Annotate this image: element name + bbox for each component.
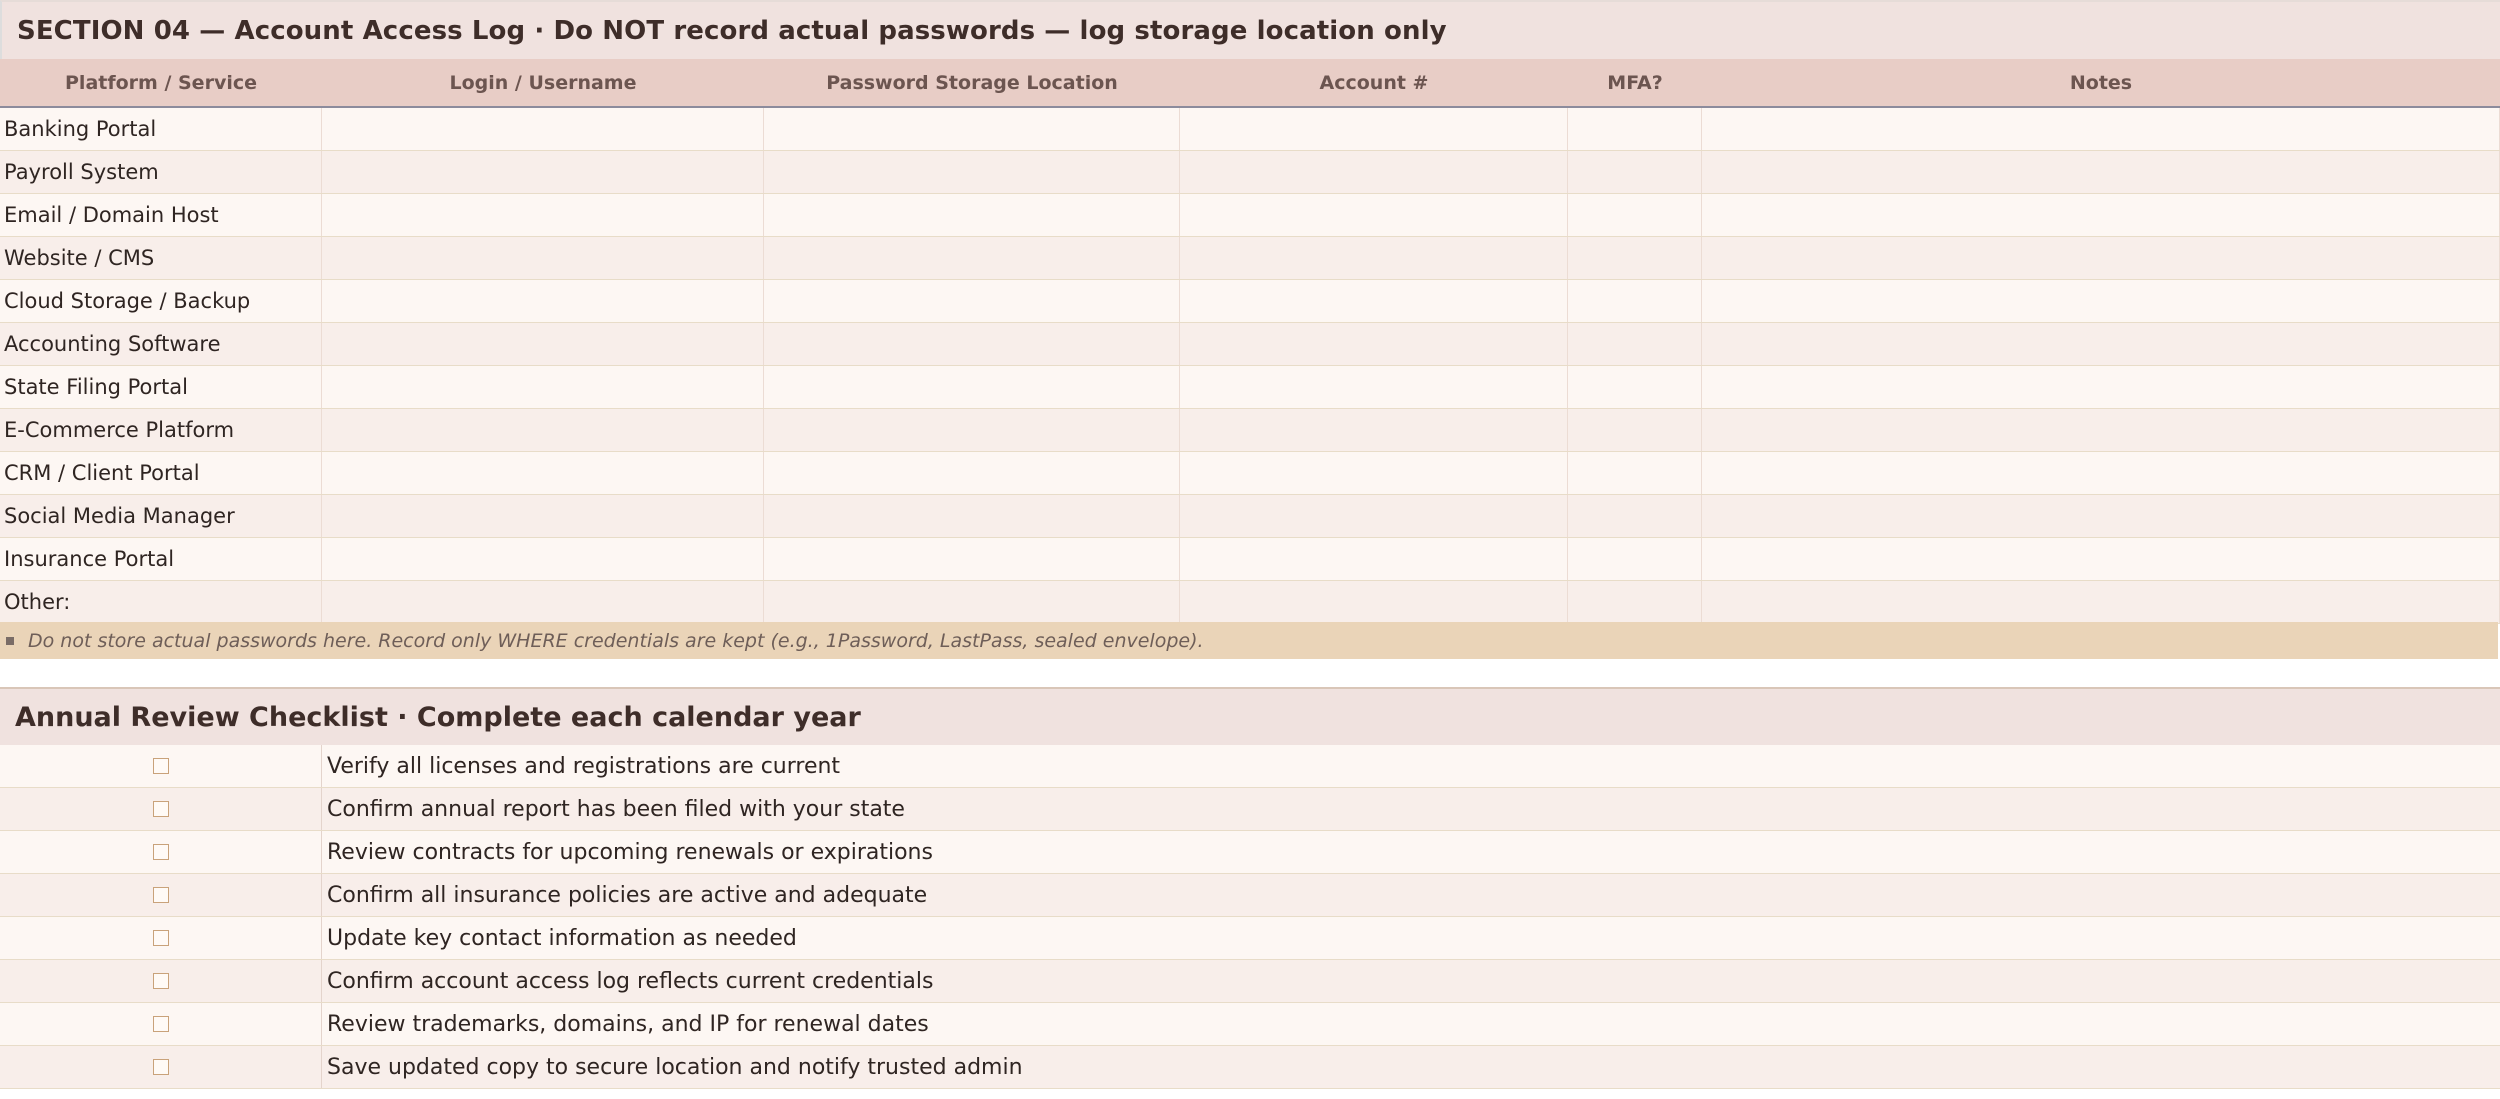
mfa-cell[interactable] (1568, 151, 1702, 193)
platform-cell[interactable]: Insurance Portal (0, 538, 322, 580)
password-storage-cell[interactable] (764, 237, 1180, 279)
checkbox-cell (0, 788, 322, 830)
notes-cell[interactable] (1702, 538, 2500, 580)
mfa-cell[interactable] (1568, 366, 1702, 408)
account-number-cell[interactable] (1180, 323, 1568, 365)
table-row (0, 452, 2500, 495)
notes-cell[interactable] (1702, 409, 2500, 451)
table-row (0, 366, 2500, 409)
password-warning-note (0, 622, 2498, 659)
checklist-item (0, 745, 2500, 788)
note-text: Do not store actual passwords here. Record only WHERE credentials are kept (e.g., 1Password, LastPass, sealed envelope). (28, 629, 1204, 652)
checklist-item-text: Review contracts for upcoming renewals or expirations (327, 839, 933, 865)
section-banner (0, 0, 2500, 59)
notes-cell[interactable] (1702, 581, 2500, 623)
checklist-item (0, 917, 2500, 960)
account-number-cell[interactable] (1180, 280, 1568, 322)
checkbox-cell (0, 1046, 322, 1088)
checklist-item (0, 874, 2500, 917)
checkbox[interactable] (153, 801, 169, 817)
password-storage-cell[interactable] (764, 452, 1180, 494)
password-storage-cell[interactable] (764, 366, 1180, 408)
notes-cell[interactable] (1702, 108, 2500, 150)
checklist-item (0, 831, 2500, 874)
platform-cell[interactable]: Social Media Manager (0, 495, 322, 537)
checklist-item (0, 1046, 2500, 1089)
checkbox-cell (0, 745, 322, 787)
platform-cell[interactable]: CRM / Client Portal (0, 452, 322, 494)
password-storage-cell[interactable] (764, 151, 1180, 193)
square-bullet-icon (6, 637, 14, 645)
platform-cell[interactable]: Other: (0, 581, 322, 623)
account-number-cell[interactable] (1180, 194, 1568, 236)
table-row (0, 151, 2500, 194)
password-storage-cell[interactable] (764, 108, 1180, 150)
notes-cell[interactable] (1702, 366, 2500, 408)
checklist-item-text: Confirm account access log reflects current credentials (327, 968, 934, 994)
account-number-cell[interactable] (1180, 495, 1568, 537)
notes-cell[interactable] (1702, 323, 2500, 365)
account-access-table (0, 108, 2500, 624)
column-header-platform[interactable]: Platform / Service (65, 71, 257, 94)
checklist-item-text: Update key contact information as needed (327, 925, 797, 951)
notes-cell[interactable] (1702, 194, 2500, 236)
column-header-password-storage[interactable]: Password Storage Location (826, 71, 1118, 94)
checklist-item (0, 788, 2500, 831)
checkbox-cell (0, 1003, 322, 1045)
login-cell[interactable] (322, 581, 764, 623)
checkbox-cell (0, 960, 322, 1002)
account-number-cell[interactable] (1180, 108, 1568, 150)
login-cell[interactable] (322, 237, 764, 279)
login-cell[interactable] (322, 495, 764, 537)
checklist-item (0, 1003, 2500, 1046)
checklist-item (0, 960, 2500, 1003)
mfa-cell[interactable] (1568, 409, 1702, 451)
table-row (0, 237, 2500, 280)
notes-cell[interactable] (1702, 452, 2500, 494)
platform-cell[interactable]: Payroll System (0, 151, 322, 193)
table-row (0, 495, 2500, 538)
table-header-row (0, 59, 2500, 108)
table-row (0, 581, 2500, 624)
account-number-cell[interactable] (1180, 237, 1568, 279)
login-cell[interactable] (322, 366, 764, 408)
login-cell[interactable] (322, 538, 764, 580)
checklist-item-text: Confirm all insurance policies are active and adequate (327, 882, 928, 908)
column-header-mfa[interactable]: MFA? (1607, 71, 1663, 94)
mfa-cell[interactable] (1568, 452, 1702, 494)
checkbox[interactable] (153, 1059, 169, 1075)
checklist-banner (0, 689, 2500, 745)
checkbox-cell (0, 831, 322, 873)
account-number-cell[interactable] (1180, 366, 1568, 408)
account-number-cell[interactable] (1180, 151, 1568, 193)
mfa-cell[interactable] (1568, 108, 1702, 150)
notes-cell[interactable] (1702, 237, 2500, 279)
password-storage-cell[interactable] (764, 280, 1180, 322)
login-cell[interactable] (322, 280, 764, 322)
notes-cell[interactable] (1702, 151, 2500, 193)
password-storage-cell[interactable] (764, 323, 1180, 365)
login-cell[interactable] (322, 452, 764, 494)
checkbox[interactable] (153, 844, 169, 860)
column-header-login[interactable]: Login / Username (449, 71, 637, 94)
platform-cell[interactable]: Website / CMS (0, 237, 322, 279)
mfa-cell[interactable] (1568, 581, 1702, 623)
table-row (0, 538, 2500, 581)
annual-review-checklist (0, 745, 2500, 1089)
password-storage-cell[interactable] (764, 538, 1180, 580)
checkbox[interactable] (153, 930, 169, 946)
mfa-cell[interactable] (1568, 538, 1702, 580)
checklist-item-text: Review trademarks, domains, and IP for renewal dates (327, 1011, 929, 1037)
login-cell[interactable] (322, 108, 764, 150)
checkbox[interactable] (153, 973, 169, 989)
table-row (0, 323, 2500, 366)
checklist-title: Annual Review Checklist · Complete each calendar year (15, 701, 861, 733)
table-row (0, 280, 2500, 323)
checklist-item-text: Verify all licenses and registrations are current (327, 753, 841, 779)
mfa-cell[interactable] (1568, 194, 1702, 236)
platform-cell[interactable]: Email / Domain Host (0, 194, 322, 236)
platform-cell[interactable]: State Filing Portal (0, 366, 322, 408)
platform-cell[interactable]: Banking Portal (0, 108, 322, 150)
mfa-cell[interactable] (1568, 323, 1702, 365)
checkbox-cell (0, 874, 322, 916)
mfa-cell[interactable] (1568, 237, 1702, 279)
mfa-cell[interactable] (1568, 495, 1702, 537)
password-storage-cell[interactable] (764, 409, 1180, 451)
platform-cell[interactable]: E-Commerce Platform (0, 409, 322, 451)
login-cell[interactable] (322, 151, 764, 193)
column-header-account-number[interactable]: Account # (1319, 71, 1429, 94)
checklist-item-text: Save updated copy to secure location and notify trusted admin (327, 1054, 1023, 1080)
platform-cell[interactable]: Accounting Software (0, 323, 322, 365)
checkbox[interactable] (153, 758, 169, 774)
table-row (0, 409, 2500, 452)
table-row (0, 108, 2500, 151)
login-cell[interactable] (322, 194, 764, 236)
login-cell[interactable] (322, 409, 764, 451)
column-header-notes[interactable]: Notes (2069, 71, 2133, 94)
checkbox-cell (0, 917, 322, 959)
password-storage-cell[interactable] (764, 495, 1180, 537)
account-number-cell[interactable] (1180, 452, 1568, 494)
section-title: SECTION 04 — Account Access Log · Do NOT record actual passwords — log storage location only (17, 15, 1447, 46)
table-row (0, 194, 2500, 237)
notes-cell[interactable] (1702, 495, 2500, 537)
password-storage-cell[interactable] (764, 194, 1180, 236)
checkbox[interactable] (153, 1016, 169, 1032)
account-number-cell[interactable] (1180, 409, 1568, 451)
login-cell[interactable] (322, 323, 764, 365)
account-number-cell[interactable] (1180, 581, 1568, 623)
checklist-item-text: Confirm annual report has been filed with your state (327, 796, 905, 822)
mfa-cell[interactable] (1568, 280, 1702, 322)
password-storage-cell[interactable] (764, 581, 1180, 623)
notes-cell[interactable] (1702, 280, 2500, 322)
platform-cell[interactable]: Cloud Storage / Backup (0, 280, 322, 322)
account-number-cell[interactable] (1180, 538, 1568, 580)
checkbox[interactable] (153, 887, 169, 903)
